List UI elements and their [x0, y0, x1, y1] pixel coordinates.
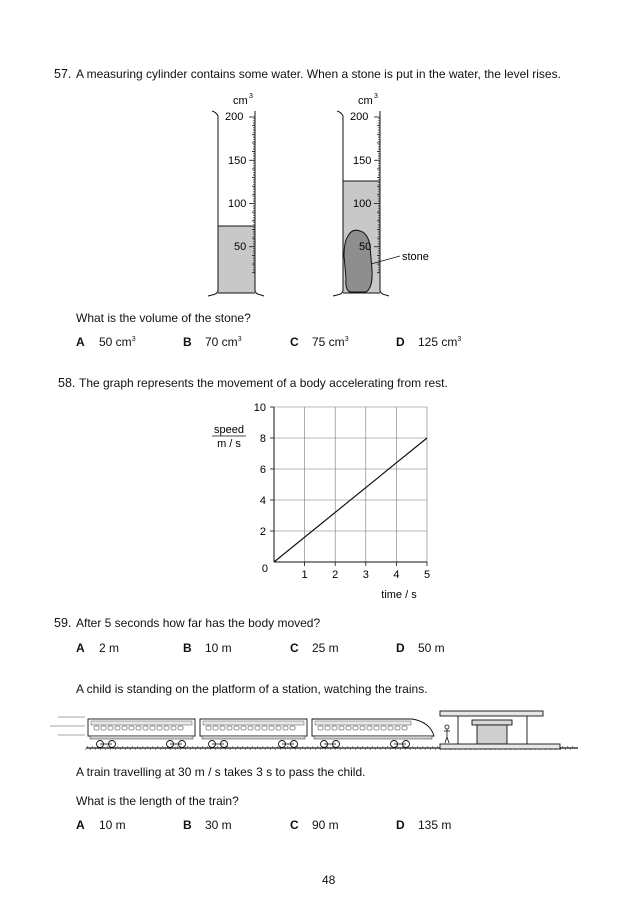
q57-option-d: D: [396, 335, 405, 349]
unit-sup-2: 3: [374, 93, 378, 100]
q57-option-c-value: 75 $cm^3$: [312, 335, 349, 349]
x-tick-label: 4: [393, 569, 400, 581]
q57-option-a-value: 50 $cm^3$: [99, 335, 136, 349]
train-question-intro: A child is standing on the platform of a station, watching the trains.: [76, 682, 428, 696]
q59-option-b: B: [183, 641, 192, 655]
child-figure: [444, 725, 450, 743]
y-axis-label-top: speed: [214, 424, 244, 436]
y-tick-label: 6: [259, 464, 266, 476]
train-option-c-value: 90 m: [312, 818, 339, 832]
q59-option-d: D: [396, 641, 405, 655]
train-window: [115, 726, 120, 730]
train-option-a-value: 10 m: [99, 818, 126, 832]
train-carriage: [200, 719, 307, 748]
q59-option-d-value: 50 m: [418, 641, 445, 655]
x-axis-label: time / s: [381, 589, 417, 601]
q57-option-b: B: [183, 335, 192, 349]
train-carriage: [312, 719, 434, 748]
train-window: [129, 726, 134, 730]
origin-label: 0: [261, 563, 268, 575]
train-window: [248, 726, 253, 730]
train-option-d: D: [396, 818, 405, 832]
train-window: [122, 726, 127, 730]
train-window: [227, 726, 232, 730]
train-window: [136, 726, 141, 730]
scale-label-100-2: 100: [353, 198, 372, 210]
x-tick-label: 5: [423, 569, 431, 581]
train-window: [388, 726, 393, 730]
scale-label-150-2: 150: [353, 155, 372, 167]
train-question-prompt: What is the length of the train?: [76, 794, 239, 808]
train-window: [178, 726, 183, 730]
q57-option-a: A: [76, 335, 85, 349]
stone-label: stone: [402, 251, 429, 263]
train-window: [157, 726, 162, 730]
train-window: [164, 726, 169, 730]
train-option-b-value: 30 m: [205, 818, 232, 832]
question-57-number: 57.: [54, 67, 72, 81]
train-window: [241, 726, 246, 730]
train-window: [290, 726, 295, 730]
y-tick-label: 4: [259, 495, 266, 507]
station-building: [440, 711, 560, 749]
question-59-number: 59.: [54, 616, 72, 630]
train-window: [374, 726, 379, 730]
train-window: [402, 726, 407, 730]
train-window: [283, 726, 288, 730]
q59-option-b-value: 10 m: [205, 641, 232, 655]
train-window: [234, 726, 239, 730]
q57-option-c: C: [290, 335, 299, 349]
train-window: [325, 726, 330, 730]
q59-option-c-value: 25 m: [312, 641, 339, 655]
q59-option-a-value: 2 m: [99, 641, 120, 655]
train-window: [143, 726, 148, 730]
train-window: [94, 726, 99, 730]
train-window: [150, 726, 155, 730]
question-57-prompt: What is the volume of the stone?: [76, 311, 251, 325]
scale-label-100-1: 100: [228, 198, 247, 210]
train-window: [276, 726, 281, 730]
train-carriages: [88, 719, 434, 748]
question-58-number: 58.: [58, 376, 76, 390]
y-tick-label: 10: [253, 402, 266, 414]
train-window: [262, 726, 267, 730]
train-question-text: A train travelling at 30 m / s takes 3 s to pass the child.: [76, 765, 366, 779]
motion-lines: [50, 717, 85, 735]
unit-label-2: cm: [358, 95, 373, 107]
unit-sup-1: 3: [249, 93, 253, 100]
train-window: [367, 726, 372, 730]
y-tick-label: 8: [259, 433, 266, 445]
x-tick-label: 3: [362, 569, 369, 581]
train-window: [353, 726, 358, 730]
train-option-a: A: [76, 818, 85, 832]
train-window: [395, 726, 400, 730]
train-option-b: B: [183, 818, 192, 832]
train-window: [255, 726, 260, 730]
x-tick-label: 1: [301, 569, 308, 581]
q59-option-a: A: [76, 641, 85, 655]
train-window: [101, 726, 106, 730]
x-tick-label: 2: [332, 569, 339, 581]
train-option-c: C: [290, 818, 299, 832]
scale-label-200-2: 200: [350, 111, 369, 123]
q57-option-d-value: 125 $cm^3$: [418, 335, 462, 349]
page-number: 48: [322, 873, 336, 887]
question-58-text: The graph represents the movement of a body accelerating from rest.: [79, 376, 448, 390]
scale-label-50-2: 50: [359, 241, 372, 253]
train-window: [213, 726, 218, 730]
train-option-d-value: 135 m: [418, 818, 452, 832]
train-window: [171, 726, 176, 730]
train-window: [269, 726, 274, 730]
scale-label-200-1: 200: [225, 111, 244, 123]
y-axis-label-bottom: m / s: [217, 438, 241, 450]
train-window: [339, 726, 344, 730]
train-carriage: [88, 719, 195, 748]
scale-label-50-1: 50: [234, 241, 247, 253]
train-window: [220, 726, 225, 730]
question-57-text: A measuring cylinder contains some water. When a stone is put in the water, the level rises.: [76, 67, 561, 81]
train-window: [108, 726, 113, 730]
train-window: [381, 726, 386, 730]
train-window: [360, 726, 365, 730]
question-59-text: After 5 seconds how far has the body moved?: [76, 616, 321, 630]
train-window: [332, 726, 337, 730]
train-window: [318, 726, 323, 730]
y-tick-label: 2: [259, 526, 266, 538]
train-window: [206, 726, 211, 730]
q59-option-c: C: [290, 641, 299, 655]
unit-label-1: cm: [233, 95, 248, 107]
q57-option-b-value: 70 $cm^3$: [205, 335, 242, 349]
scale-label-150-1: 150: [228, 155, 247, 167]
train-window: [346, 726, 351, 730]
